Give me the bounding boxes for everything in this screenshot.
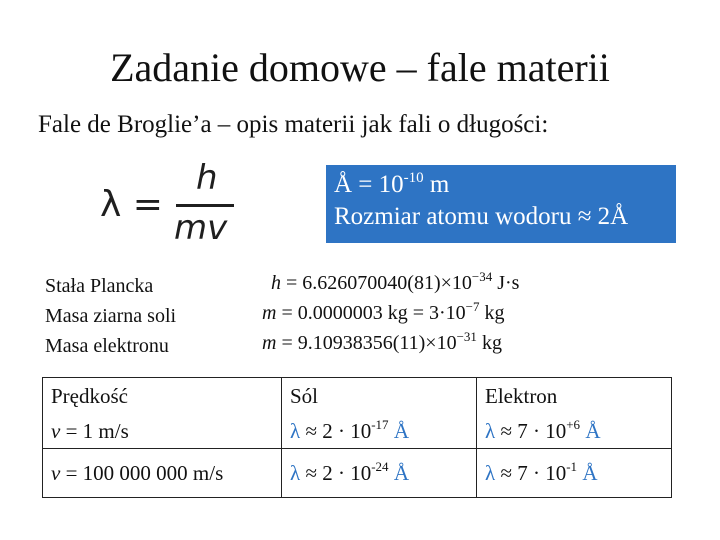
lambda-symbol: λ: [290, 419, 301, 443]
speed-number: = 100 000 000 m/s: [60, 460, 224, 485]
column-header-salt: Sól: [290, 384, 319, 408]
hydrogen-size: Rozmiar atomu wodoru ≈ 2Å: [334, 203, 629, 230]
constant-symbol: m: [262, 332, 277, 354]
speed-symbol: v: [51, 460, 61, 485]
constant-unit: J·s: [492, 272, 520, 294]
constant-value: [262, 268, 519, 298]
lambda-symbol: λ: [290, 460, 301, 485]
constant-number: = 0.0000003 kg = 3·10: [276, 302, 466, 324]
formula-denominator: mv: [174, 208, 228, 248]
table-row: [43, 449, 672, 498]
speed-symbol: v: [51, 419, 61, 443]
speed-value: [51, 461, 223, 485]
wavelength-exponent: -1: [566, 458, 578, 474]
constant-value: [262, 328, 519, 358]
wavelength-table: [42, 377, 672, 498]
wavelength-text: ≈ 2 · 10: [300, 460, 372, 485]
angstrom-unit: Å: [388, 460, 409, 485]
wavelength-text: ≈ 2 · 10: [300, 419, 372, 443]
constant-labels: [45, 271, 176, 361]
electron-wavelength: [485, 458, 598, 485]
constant-label: Stała Plancka: [45, 275, 154, 297]
speed-number: = 1 m/s: [60, 419, 129, 443]
page-title: Zadanie domowe – fale materii: [110, 45, 610, 90]
subtitle: Fale de Broglie’a – opis materii jak fali o długości:: [38, 111, 549, 138]
de-broglie-formula: [96, 158, 246, 250]
info-box: [326, 165, 676, 243]
angstrom-unit: Å: [580, 419, 601, 443]
angstrom-definition: [334, 169, 676, 201]
constant-values: [262, 268, 519, 358]
table-row: [43, 378, 672, 449]
constant-exponent: −34: [471, 269, 493, 284]
constant-exponent: −7: [465, 299, 480, 314]
constant-exponent: −31: [456, 329, 477, 344]
formula-numerator: h: [196, 158, 218, 198]
wavelength-text: ≈ 7 · 10: [495, 419, 567, 443]
wavelength-exponent: +6: [566, 417, 581, 432]
constant-value: [262, 298, 519, 328]
constant-symbol: m: [262, 302, 277, 324]
column-header-speed: Prędkość: [51, 384, 128, 408]
angstrom-unit: m: [423, 171, 450, 198]
angstrom-unit: Å: [577, 460, 598, 485]
constant-number: = 6.626070040(81)×10: [281, 272, 472, 294]
wavelength-text: ≈ 7 · 10: [495, 460, 567, 485]
constant-label: Masa elektronu: [45, 335, 169, 357]
angstrom-unit: Å: [388, 419, 409, 443]
table-cell: [477, 449, 672, 498]
lambda-symbol: λ: [485, 419, 496, 443]
constant-symbol: h: [271, 272, 281, 294]
table-cell: [282, 449, 477, 498]
speed-value: [51, 414, 273, 448]
table-cell: [43, 378, 282, 449]
column-header-electron: Elektron: [485, 384, 558, 408]
constant-unit: kg: [476, 332, 502, 354]
angstrom-definition-text: Å = 10: [334, 171, 404, 198]
constant-number: = 9.10938356(11)×10: [276, 332, 457, 354]
table-cell: [282, 378, 477, 449]
table-cell: [477, 378, 672, 449]
fraction-bar: [176, 204, 234, 207]
constant-unit: kg: [479, 302, 505, 324]
angstrom-exponent: -10: [403, 170, 424, 186]
constant-label: Masa ziarna soli: [45, 305, 177, 327]
salt-wavelength: [290, 414, 468, 448]
table-cell: [43, 449, 282, 498]
wavelength-exponent: -24: [371, 458, 389, 474]
wavelength-exponent: -17: [371, 417, 389, 432]
lambda-symbol: λ: [485, 460, 496, 485]
formula-lhs: λ =: [100, 184, 163, 225]
electron-wavelength: [485, 414, 663, 448]
salt-wavelength: [290, 458, 409, 485]
